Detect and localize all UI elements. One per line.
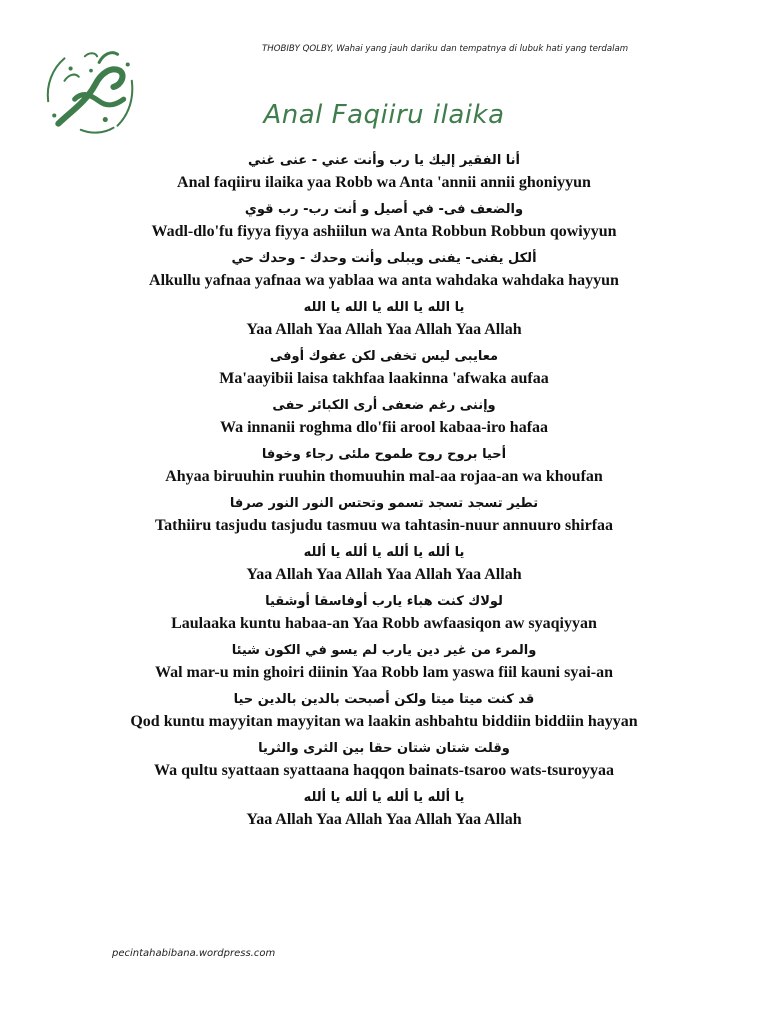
verse-arabic: تطير تسجد تسجد تسمو وتحتس النور النور صرفا xyxy=(229,496,539,511)
verse xyxy=(110,248,658,291)
verse xyxy=(110,542,658,585)
verse-arabic: يا ألله يا ألله يا ألله يا ألله xyxy=(303,790,465,805)
verse-latin: Wal mar-u min ghoiri diinin Yaa Robb lam yaswa fiil kauni syai-an xyxy=(154,664,613,681)
verse xyxy=(110,591,658,634)
verse-arabic: يا الله يا الله يا الله يا الله xyxy=(303,300,465,315)
verse-latin: Wa qultu syattaan syattaana haqqon bainats-tsaroo wats-tsuroyyaa xyxy=(154,762,614,779)
footer-site-link[interactable]: pecintahabibana.wordpress.com xyxy=(112,948,276,959)
verse-latin: Ahyaa biruuhin ruuhin thomuuhin mal-aa rojaa-an wa khoufan xyxy=(165,468,603,485)
verse xyxy=(110,738,658,781)
verse xyxy=(110,346,658,389)
verse xyxy=(110,395,658,438)
verse-arabic: معايبى ليس تخفى لكن عفوك أوفى xyxy=(269,349,499,364)
verse-latin: Alkullu yafnaa yafnaa wa yablaa wa anta wahdaka wahdaka hayyun xyxy=(149,272,619,289)
verse-latin: Laulaaka kuntu habaa-an Yaa Robb awfaasiqon aw syaqiyyan xyxy=(171,615,597,632)
verse-latin: Yaa Allah Yaa Allah Yaa Allah Yaa Allah xyxy=(246,566,522,583)
verse xyxy=(110,689,658,732)
verse-arabic: قد كنت ميتا ميتا ولكن أصبحت بالدين بالدين حيا xyxy=(233,692,535,707)
verse-latin: Wadl-dlo'fu fiyya fiyya ashiilun wa Anta Robbun Robbun qowiyyun xyxy=(151,223,617,240)
verse-latin: Wa innanii roghma dlo'fii arool kabaa-iro hafaa xyxy=(219,419,549,436)
verse xyxy=(110,444,658,487)
page-title: Anal Faqiiru ilaika xyxy=(263,100,505,130)
verse xyxy=(110,199,658,242)
verse-latin: Qod kuntu mayyitan mayyitan wa laakin ashbahtu biddiin biddiin hayyan xyxy=(130,713,638,730)
verse-arabic: يا ألله يا ألله يا ألله يا ألله xyxy=(303,545,465,560)
verse-arabic: أنا الفقير إليك يا رب وأنت عني - عنى غني xyxy=(247,153,521,168)
header-note: THOBIBY QOLBY, Wahai yang jauh dariku dan tempatnya di lubuk hati yang terdalam xyxy=(262,44,629,54)
verse-latin: Anal faqiiru ilaika yaa Robb wa Anta 'annii annii ghoniyyun xyxy=(177,174,591,191)
verse-latin: Tathiiru tasjudu tasjudu tasmuu wa tahtasin-nuur annuuro shirfaa xyxy=(154,517,614,534)
verse xyxy=(110,640,658,683)
verse-arabic: أحيا بروح روح طموح ملئى رجاء وخوفا xyxy=(261,447,507,462)
verse-arabic: لولاك كنت هباء يارب أوفاسقا أوشقيا xyxy=(265,594,503,609)
verse-arabic: والضعف فى- في أصيل و أنت رب- رب قوي xyxy=(244,202,524,217)
verse-arabic: ألكل يفنى- يفنى ويبلى وأنت وحدك - وحدك حي xyxy=(231,251,537,266)
verse-arabic: والمرء من غير دين يارب لم يسو في الكون شيئا xyxy=(231,643,537,658)
verse-arabic: وإننى رغم ضعفى أرى الكبائر حفى xyxy=(272,398,496,413)
verse xyxy=(110,297,658,340)
verse xyxy=(110,493,658,536)
verse-arabic: وقلت شتان شتان حقا بين الثرى والثريا xyxy=(258,741,510,756)
verse-latin: Ma'aayibii laisa takhfaa laakinna 'afwaka aufaa xyxy=(219,370,549,387)
verse xyxy=(110,150,658,193)
lyrics-body xyxy=(110,150,658,836)
verse-latin: Yaa Allah Yaa Allah Yaa Allah Yaa Allah xyxy=(246,321,522,338)
verse xyxy=(110,787,658,830)
verse-latin: Yaa Allah Yaa Allah Yaa Allah Yaa Allah xyxy=(246,811,522,828)
